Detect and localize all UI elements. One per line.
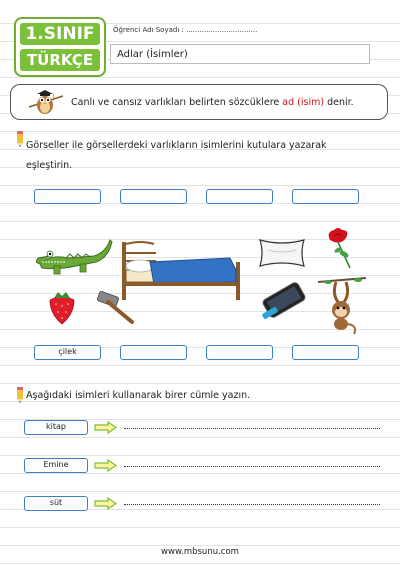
pencil-icon [16, 131, 23, 145]
arrow-icon [94, 459, 116, 471]
arrow-icon [94, 497, 116, 509]
definition-text-end: denir. [324, 97, 354, 108]
answer-box-5[interactable]: çilek [34, 345, 101, 360]
arrow-icon [94, 421, 116, 433]
topic-title: Adlar (İsimler) [110, 44, 370, 64]
definition-highlight: ad (isim) [282, 97, 325, 108]
sentence-line-2[interactable] [124, 466, 380, 467]
monkey-icon [318, 276, 366, 334]
answer-box-7[interactable] [206, 345, 273, 360]
bed-icon [120, 240, 242, 302]
answer-box-2[interactable] [120, 189, 187, 204]
word-box-2: Emine [24, 458, 88, 473]
definition-box [10, 84, 388, 120]
strawberry-icon [46, 290, 78, 326]
subject-label: TÜRKÇE [20, 49, 100, 71]
rose-icon [322, 226, 354, 270]
exercise1-instruction-line1: Görseller ile görsellerdeki varlıkların isimlerini kutulara yazarak [26, 140, 327, 151]
exercise2-instruction: Aşağıdaki isimleri kullanarak birer cümle yazın. [26, 390, 251, 401]
pencil-icon [16, 387, 23, 401]
answer-box-6[interactable] [120, 345, 187, 360]
answer-box-8[interactable] [292, 345, 359, 360]
phone-icon [258, 282, 310, 320]
answer-box-4[interactable] [292, 189, 359, 204]
crocodile-icon [36, 232, 114, 276]
pillow-icon [256, 236, 308, 270]
definition-text [71, 97, 354, 108]
definition-text-start: Canlı ve cansız varlıkları belirten sözcüklere [71, 97, 283, 108]
word-box-3: süt [24, 496, 88, 511]
grade-label: 1.SINIF [20, 23, 100, 45]
sentence-line-1[interactable] [124, 428, 380, 429]
website-footer: www.mbsunu.com [161, 547, 239, 557]
sentence-line-3[interactable] [124, 504, 380, 505]
exercise1-instruction-line2: eşleştirin. [26, 160, 73, 171]
hammer-icon [96, 290, 136, 326]
answer-box-3[interactable] [206, 189, 273, 204]
answer-box-1[interactable] [34, 189, 101, 204]
student-name-dots: ................................ [186, 26, 258, 34]
student-name-label: Öğrenci Adı Soyadı : [113, 26, 184, 34]
grade-subject-badge [14, 17, 106, 77]
student-name-line [113, 26, 257, 34]
word-box-1: kitap [24, 420, 88, 435]
owl-icon [27, 87, 65, 117]
